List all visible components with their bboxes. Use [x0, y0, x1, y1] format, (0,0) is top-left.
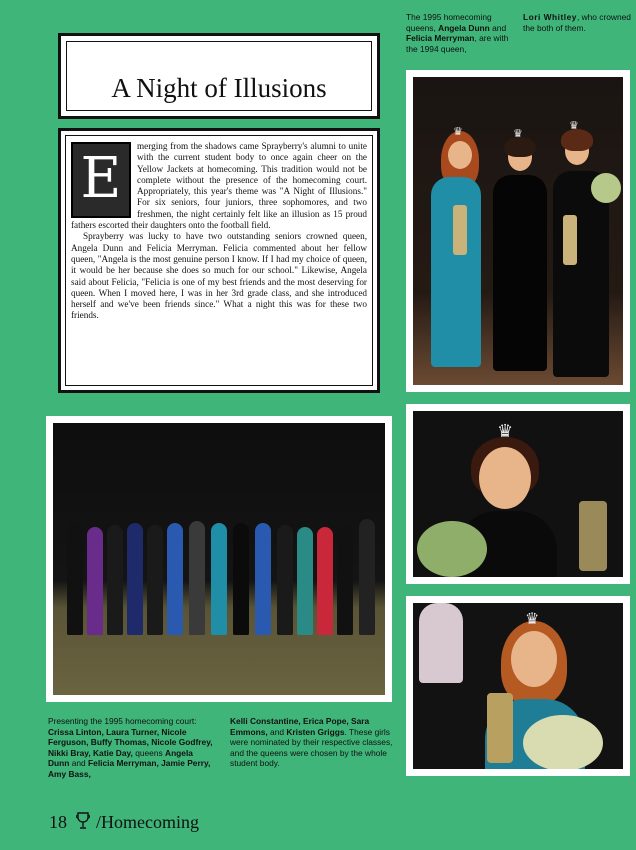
court-member — [127, 523, 143, 635]
story-paragraph-2: Sprayberry was lucky to have two outstanding seniors crowned queen, Angela Dunn and Felicia Merryman. Felicia commented about her fellow queen, "Angela is the most genuine person I know. If I had my choice of queen, it would be her because she does so much for our school." Likewise, Angela said about Felicia, "Felicia is one of my best friends and the most deserving for queen. When I moved here, I was in her 3rd grade class, and she introduced herself and we've been friends since." What a night this was for these two friends. — [71, 231, 367, 321]
story-text — [71, 141, 367, 322]
tiara-icon: ♛ — [497, 421, 514, 442]
court-member — [317, 527, 333, 635]
court-member — [67, 523, 83, 635]
court-member — [167, 523, 183, 635]
photo-queens — [406, 70, 630, 392]
court-member — [233, 523, 249, 635]
photo-queen-closeup — [406, 404, 630, 584]
court-member — [337, 525, 353, 635]
photo-court-image — [53, 423, 385, 695]
tiara-icon: ♛ — [513, 127, 523, 140]
court-member — [211, 523, 227, 635]
title-box — [58, 33, 380, 119]
background-figure — [419, 603, 463, 683]
page-title: A Night of Illusions — [111, 73, 327, 103]
closeup-trophy — [579, 501, 607, 571]
court-member — [277, 525, 293, 635]
bottom-caption-left: Presenting the 1995 homecoming court: Crissa Linton, Laura Turner, Nicole Ferguson, Buffy Thomas, Nicole Godfrey, Nikki Bray, Katie Day, queens Angela Dunn and Felicia Merryman, Jamie Perry, Amy Bass, — [48, 716, 213, 779]
bouquet-trophy — [487, 693, 513, 763]
trophy-right — [563, 215, 577, 265]
tiara-icon: ♛ — [569, 119, 579, 132]
bouquet-queen-face — [511, 631, 557, 687]
court-member — [255, 523, 271, 635]
closeup-bouquet — [417, 521, 487, 577]
queen-left-face — [448, 141, 472, 169]
top-caption-right: Lori Whitley, who crowned the both of them. — [523, 12, 631, 33]
queen-middle-hair — [504, 137, 536, 157]
story-box — [58, 128, 380, 393]
photo-queen-bouquet-image — [413, 603, 623, 769]
folio — [49, 812, 199, 833]
court-member — [189, 521, 205, 635]
trophy-left — [453, 205, 467, 255]
bottom-caption-right: Kelli Constantine, Erica Pope, Sara Emmons, and Kristen Griggs. These girls were nominated by their respective classes, and the queens were chosen by the whole student body. — [230, 716, 393, 769]
top-caption-left: The 1995 homecoming queens, Angela Dunn and Felicia Merryman, are with the 1994 queen, — [406, 12, 509, 54]
trophy-icon — [76, 812, 90, 830]
court-member — [359, 519, 375, 635]
court-member — [297, 527, 313, 635]
top-caption — [406, 12, 631, 64]
tiara-icon: ♛ — [525, 609, 540, 628]
closeup-face — [479, 447, 531, 509]
court-member — [147, 525, 163, 635]
bottom-caption — [48, 716, 398, 786]
tiara-icon: ♛ — [453, 125, 463, 138]
queen-right-hair — [561, 129, 593, 151]
photo-queen-closeup-image — [413, 411, 623, 577]
queen-middle-dress — [493, 175, 547, 371]
page-number: 18 — [49, 812, 67, 832]
bouquet-right — [591, 173, 621, 203]
photo-court — [46, 416, 392, 702]
photo-queens-image — [413, 77, 623, 385]
section-name: /Homecoming — [96, 812, 199, 832]
title-frame — [66, 41, 372, 111]
bouquet-flowers — [523, 715, 603, 769]
photo-queen-bouquet — [406, 596, 630, 776]
drop-cap: E — [71, 142, 131, 218]
story-paragraph-1: merging from the shadows came Sprayberry's alumni to unite with the current student body to once again cheer on the Yellow Jackets at homecoming. This tradition would not be complete without the presence of the homecoming court. Appropriately, this year's theme was "A Night of Illusions." For six seniors, four juniors, three sophomores, and two freshmen, the night certainly felt like an illusion as 15 proud fathers escorted their daughters onto the football field. — [71, 141, 367, 231]
court-member — [107, 525, 123, 635]
court-member — [87, 527, 103, 635]
